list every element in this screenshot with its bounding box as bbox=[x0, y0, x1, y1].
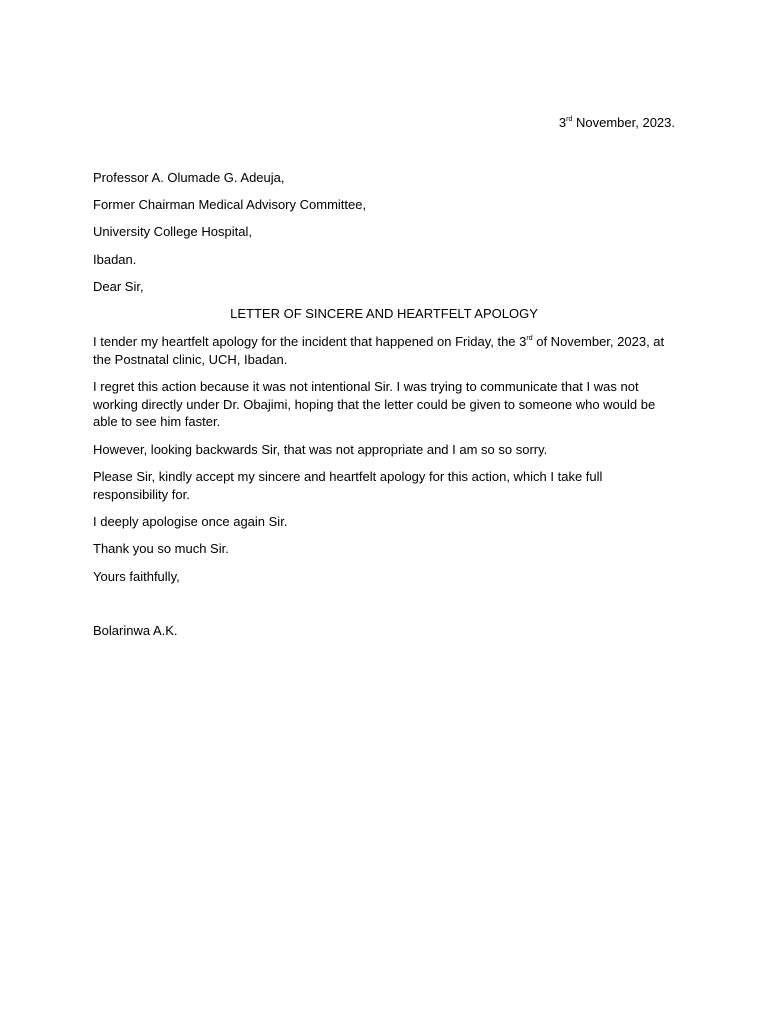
paragraph-6: Thank you so much Sir. bbox=[93, 541, 229, 556]
paragraph-2: I regret this action because it was not intentional Sir. I was trying to communicate that I was not working directly under Dr. Obajimi, hoping that the letter could be given to someone who would be able to see him faster. bbox=[93, 379, 656, 429]
recipient-city: Ibadan. bbox=[93, 252, 137, 267]
paragraph-1-after: of November, 2023, at the Postnatal clinic, UCH, Ibadan. bbox=[93, 334, 665, 367]
salutation: Dear Sir, bbox=[93, 279, 144, 294]
paragraph-1-suffix: rd bbox=[526, 335, 533, 342]
paragraph-1 bbox=[93, 333, 675, 368]
paragraph-4: Please Sir, kindly accept my sincere and heartfelt apology for this action, which I take full responsibility for. bbox=[93, 469, 603, 502]
letter-date bbox=[93, 114, 675, 132]
paragraph-5: I deeply apologise once again Sir. bbox=[93, 514, 288, 529]
recipient-title: Former Chairman Medical Advisory Committee, bbox=[93, 197, 367, 212]
date-rest: November, 2023. bbox=[572, 115, 675, 130]
signature-name: Bolarinwa A.K. bbox=[93, 623, 178, 638]
date-day-suffix: rd bbox=[566, 116, 573, 123]
paragraph-1-before: I tender my heartfelt apology for the incident that happened on Friday, the 3 bbox=[93, 334, 527, 349]
recipient-name: Professor A. Olumade G. Adeuja, bbox=[93, 170, 285, 185]
letter-heading: LETTER OF SINCERE AND HEARTFELT APOLOGY bbox=[230, 306, 538, 321]
recipient-institution: University College Hospital, bbox=[93, 224, 252, 239]
date-day: 3 bbox=[558, 115, 567, 130]
paragraph-3: However, looking backwards Sir, that was not appropriate and I am so so sorry. bbox=[93, 442, 548, 457]
closing: Yours faithfully, bbox=[93, 569, 180, 584]
